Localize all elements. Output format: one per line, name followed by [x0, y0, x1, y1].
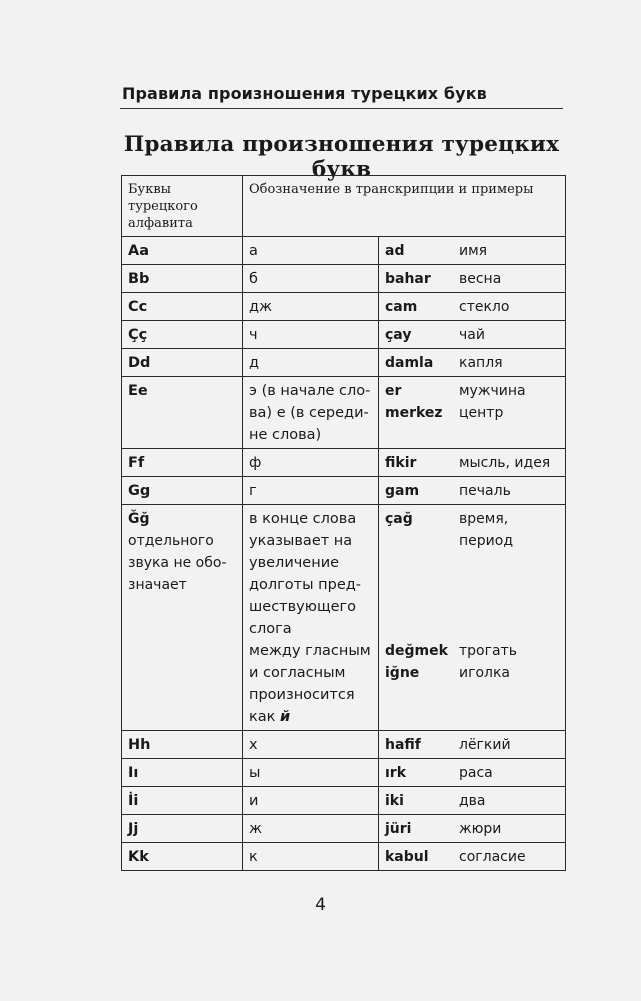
letter-glyph: Ğğ — [128, 511, 150, 527]
example-meaning: раса — [459, 765, 493, 781]
letter-note: отдельного звука не обо-значает — [128, 533, 227, 593]
table-row — [122, 377, 566, 449]
example-word: merkez — [385, 405, 443, 421]
example-meaning: мысль, идея — [459, 455, 551, 471]
example-word: jüri — [385, 821, 412, 837]
page-title: Правила произношения турецких букв — [123, 132, 560, 182]
example-cell — [379, 731, 566, 759]
transcription-cell: б — [243, 265, 379, 293]
example-word: er — [385, 383, 402, 399]
example-word: hafif — [385, 737, 421, 753]
example-meaning: центр — [459, 405, 504, 421]
example-meaning: согласие — [459, 849, 526, 865]
example-word: damla — [385, 355, 434, 371]
transcription-cell: ы — [243, 759, 379, 787]
example-spacer — [385, 574, 459, 596]
running-head: Правила произношения турецких букв — [122, 84, 487, 103]
transcription-cell: д — [243, 349, 379, 377]
letter-cell: Bb — [122, 265, 243, 293]
example-meaning: имя — [459, 243, 488, 259]
letter-cell: Çç — [122, 321, 243, 349]
example-meaning: капля — [459, 355, 503, 371]
example-spacer — [459, 618, 559, 640]
example-word: çay — [385, 327, 412, 343]
example-word: kabul — [385, 849, 429, 865]
table-row — [122, 815, 566, 843]
example-cell — [379, 477, 566, 505]
transcription-cell: ж — [243, 815, 379, 843]
example-cell — [379, 265, 566, 293]
example-meaning: два — [459, 793, 486, 809]
letter-cell: Dd — [122, 349, 243, 377]
transcription-rule-text: между гласным и согласным произносится как — [249, 643, 371, 725]
table-row — [122, 505, 566, 731]
example-meaning: мужчина — [459, 383, 526, 399]
example-word: gam — [385, 483, 420, 499]
transcription-rule-end: в конце слова указывает на увеличение долготы пред-шествующего слога — [249, 511, 362, 637]
page-number: 4 — [315, 895, 326, 915]
example-word: iğne — [385, 665, 420, 681]
example-meaning: печаль — [459, 483, 511, 499]
example-cell — [379, 321, 566, 349]
table-row — [122, 731, 566, 759]
transcription-cell: дж — [243, 293, 379, 321]
letter-cell: Ff — [122, 449, 243, 477]
transcription-cell: к — [243, 843, 379, 871]
transcription-cell: ф — [243, 449, 379, 477]
transcription-rule-between — [249, 640, 372, 728]
letter-cell — [122, 505, 243, 731]
example-cell — [379, 505, 566, 731]
example-cell — [379, 843, 566, 871]
example-word: çağ — [385, 511, 413, 527]
letter-cell: Iı — [122, 759, 243, 787]
pronunciation-table — [121, 175, 566, 871]
table-row — [122, 449, 566, 477]
example-meaning: весна — [459, 271, 502, 287]
transcription-cell — [243, 505, 379, 731]
letter-cell: Cc — [122, 293, 243, 321]
table-row — [122, 265, 566, 293]
letter-cell: Jj — [122, 815, 243, 843]
example-meaning: стекло — [459, 299, 510, 315]
letter-cell: Hh — [122, 731, 243, 759]
letter-cell: Ee — [122, 377, 243, 449]
example-spacer — [385, 596, 459, 618]
example-word: fikir — [385, 455, 417, 471]
table-row — [122, 237, 566, 265]
transcription-cell: э (в начале сло-ва) е (в середи-не слова) — [243, 377, 379, 449]
example-word: bahar — [385, 271, 431, 287]
example-cell — [379, 349, 566, 377]
example-word: ırk — [385, 765, 407, 781]
transcription-cell: х — [243, 731, 379, 759]
letter-cell: Kk — [122, 843, 243, 871]
example-meaning: чай — [459, 327, 485, 343]
transcription-cell: г — [243, 477, 379, 505]
transcription-glyph: й — [280, 709, 291, 725]
table-row — [122, 759, 566, 787]
example-meaning: трогать — [459, 643, 517, 659]
example-spacer — [385, 618, 459, 640]
example-word: değmek — [385, 643, 448, 659]
table-row — [122, 321, 566, 349]
header-letters: Буквы турецкого алфавита — [122, 176, 243, 237]
table-row — [122, 787, 566, 815]
example-cell — [379, 377, 566, 449]
table-row — [122, 843, 566, 871]
letter-cell: Gg — [122, 477, 243, 505]
example-cell — [379, 237, 566, 265]
table-row — [122, 477, 566, 505]
transcription-cell: а — [243, 237, 379, 265]
example-spacer — [459, 596, 559, 618]
table-header-row — [122, 176, 566, 237]
table-row — [122, 293, 566, 321]
example-word: iki — [385, 793, 404, 809]
example-spacer — [459, 552, 559, 574]
example-word: cam — [385, 299, 418, 315]
letter-cell: Aa — [122, 237, 243, 265]
letter-cell: İi — [122, 787, 243, 815]
example-cell — [379, 449, 566, 477]
example-cell — [379, 293, 566, 321]
example-meaning: иголка — [459, 665, 511, 681]
example-word: ad — [385, 243, 405, 259]
example-meaning: лёгкий — [459, 737, 511, 753]
transcription-cell: ч — [243, 321, 379, 349]
table-row — [122, 349, 566, 377]
example-spacer — [459, 574, 559, 596]
transcription-cell: и — [243, 787, 379, 815]
example-meaning: жюри — [459, 821, 502, 837]
example-cell — [379, 759, 566, 787]
example-cell — [379, 815, 566, 843]
example-cell — [379, 787, 566, 815]
header-divider — [120, 108, 563, 109]
header-transcription: Обозначение в транскрипции и примеры — [243, 176, 566, 237]
example-meaning: время, период — [459, 511, 513, 549]
example-spacer — [385, 552, 459, 574]
